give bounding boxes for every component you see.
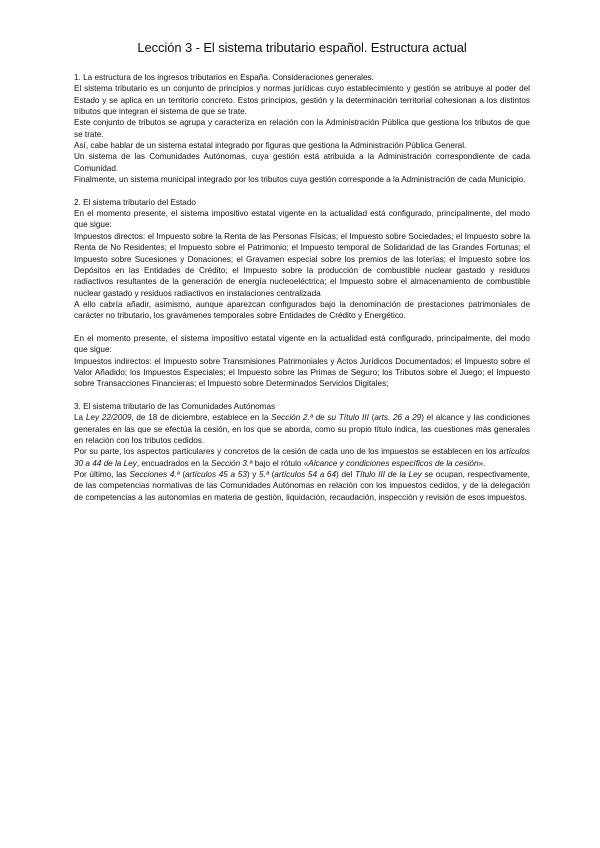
text-run: , encuadrados en la: [136, 458, 212, 468]
law-reference: arts. 26 a 29: [374, 413, 422, 423]
section-2-paragraph-4: En el momento presente, el sistema impositivo estatal vigente en la actualidad está configurado, principalmente, del modo que sigue:: [74, 333, 530, 355]
law-reference: Alcance y condiciones específicos de la cesión: [308, 458, 479, 468]
text-run: La: [74, 413, 86, 423]
text-run: (: [368, 413, 375, 423]
section-2-paragraph-2: Impuestos directos: el Impuesto sobre la Renta de las Personas Físicas; el Impuesto sobre Sociedades; el Impuesto sobre la Renta de No Residentes; el Impuesto sobre el Patrimonio; el Impuesto temporal de Solidaridad de las Grandes Fortunas; el Impuesto sobre Sucesiones y Donaciones; el Gravamen especial sobre los premios de las loterías; el Impuesto sobre los Depósitos en las Entidades de Crédito; el Impuesto sobre la producción de combustible nuclear gastado y residuos radiactivos resultantes de la generación de energía nucleoeléctrica; el Impuesto sobre el almacenamiento de combustible nuclear gastado y residuos radiactivos en instalaciones centralizada: [74, 231, 530, 298]
page-title: Lección 3 - El sistema tributario español. Estructura actual: [137, 40, 467, 55]
spacer: [74, 390, 530, 401]
law-reference: Ley 22/2009: [85, 413, 132, 423]
text-run: (: [179, 470, 186, 480]
text-run: se ocupan, respectivamente, de las competencias normativas de las Comunidades Autónomas en relación con los impuestos cedidos, y de la delegación de competencias a las autonomías en materia de gestión, liquidación, recaudación, inspección y revisión de esos impuestos.: [74, 470, 530, 502]
text-run: Por su parte, los aspectos particulares y concretos de la cesión de cada uno de los impuestos se establecen en los: [74, 447, 500, 457]
law-reference: artículos 54 a 64: [274, 470, 337, 480]
text-run: bajo el rótulo «: [252, 458, 309, 468]
section-3-paragraph-1: [74, 412, 530, 446]
law-reference: Sección 3.ª: [211, 458, 253, 468]
section-1-paragraph-5: Finalmente, un sistema municipal integrado por los tributos cuya gestión corresponde a la Administración de cada Municipio.: [74, 175, 526, 185]
text-run: Por último, las: [74, 470, 130, 480]
section-1-paragraph-1: El sistema tributario es un conjunto de principios y normas jurídicas cuyo establecimiento y gestión se atribuye al poder del Estado y se aplica en un territorio concreto. Estos principios, gestión y la determinación territorial cohesionan a los distintos tributos que integran el sistema de que se trate.: [74, 84, 530, 117]
law-reference: Título III de la Ley: [355, 470, 422, 480]
spacer: [74, 185, 530, 196]
section-2-paragraph-1: En el momento presente, el sistema impositivo estatal vigente en la actualidad está configurado, principalmente, del modo que sigue:: [74, 209, 530, 230]
section-2-paragraph-3: A ello cabría añadir, asimismo, aunque aparezcan configurados bajo la denominación de prestaciones patrimoniales de carácter no tributario, los gravámenes temporales sobre Entidades de Crédito y Energético.: [74, 299, 530, 321]
section-1-heading: 1. La estructura de los ingresos tributarios en España. Consideraciones generales.: [74, 73, 374, 82]
section-2: [74, 197, 530, 390]
section-1: [74, 72, 530, 185]
law-reference: 5.ª: [259, 470, 269, 480]
text-run: ».: [478, 458, 486, 468]
text-run: ) del: [336, 470, 356, 480]
text-run: ) y: [246, 470, 260, 480]
law-reference: artículos 30 a 44 de la Ley: [74, 447, 530, 468]
section-2-heading: 2. El sistema tributario del Estado: [74, 197, 196, 207]
section-3: [74, 401, 530, 503]
text-run: (: [268, 470, 275, 480]
law-reference: Sección 2.ª de su Título III: [271, 413, 369, 423]
section-1-paragraph-4: Un sistema de las Comunidades Autónomas, cuya gestión está atribuida a la Administración correspondiente de cada Comunidad.: [74, 152, 530, 173]
section-3-paragraph-3: [74, 469, 530, 503]
spacer: [74, 322, 530, 333]
section-1-paragraph-3: Así, cabe hablar de un sistema estatal integrado por figuras que gestiona la Administración Pública General.: [74, 141, 467, 151]
text-run: ) el alcance y las condiciones generales en las que se efectúa la cesión, en los que se aborda, como su propio título indica, las cuestiones más generales en relación con los tributos cedidos.: [74, 413, 531, 445]
law-reference: Secciones 4.ª: [129, 470, 180, 480]
section-3-paragraph-2: [74, 446, 530, 469]
law-reference: artículos 45 a 53: [185, 470, 247, 480]
section-3-heading: 3. El sistema tributario de las Comunidades Autónomas: [74, 401, 276, 411]
section-1-paragraph-2: Este conjunto de tributos se agrupa y caracteriza en relación con la Administración Pública que gestiona los tributos de que se trate.: [74, 118, 530, 139]
section-2-paragraph-5: Impuestos indirectos: el Impuesto sobre Transmisiones Patrimoniales y Actos Jurídicos Documentados; el Impuesto sobre el Valor Añadido; los Impuestos Especiales; el Impuesto sobre las Primas de Seguro; los Tributos sobre el Juego; el Impuesto sobre Transacciones Financieras; el Impuesto sobre Determinados Servicios Digitales;: [74, 356, 530, 389]
text-run: , de 18 de diciembre, establece en la: [131, 413, 272, 423]
